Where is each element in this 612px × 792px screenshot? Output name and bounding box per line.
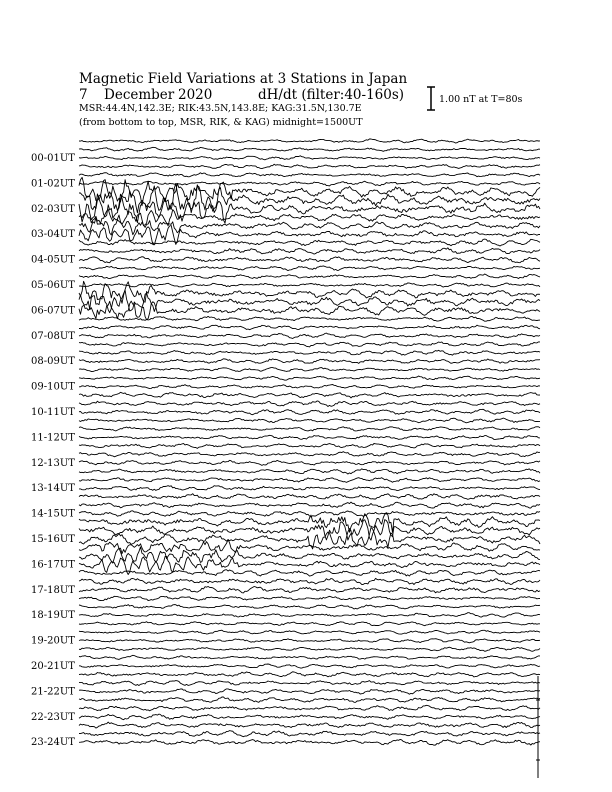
row-label-13-14UT: 13-14UT — [31, 483, 75, 495]
trace-23-24UT-KAG — [79, 722, 540, 728]
trace-spike-end — [536, 676, 540, 778]
row-label-01-02UT: 01-02UT — [31, 178, 75, 190]
trace-01-02UT-RIK — [79, 173, 540, 177]
row-label-00-01UT: 00-01UT — [31, 153, 75, 164]
trace-02-03UT-MSR — [79, 194, 540, 223]
row-label-06-07UT: 06-07UT — [31, 305, 75, 317]
trace-11-12UT-MSR — [79, 435, 540, 439]
row-label-22-23UT: 22-23UT — [31, 711, 75, 723]
trace-17-18UT-MSR — [79, 587, 540, 593]
trace-08-09UT-KAG — [79, 342, 540, 347]
trace-00-01UT-RIK — [79, 147, 540, 151]
trace-05-06UT-KAG — [79, 266, 540, 271]
scale-bar — [427, 87, 435, 110]
trace-12-13UT-RIK — [79, 452, 540, 457]
trace-order-note: (from bottom to top, MSR, RIK, & KAG) midnight=1500UT — [79, 117, 363, 128]
trace-20-21UT-RIK — [79, 655, 540, 659]
scale-bar-label: 1.00 nT at T=80s — [439, 94, 523, 105]
trace-07-08UT-RIK — [79, 325, 540, 330]
trace-22-23UT-RIK — [79, 705, 540, 711]
trace-22-23UT-MSR — [79, 714, 540, 720]
row-label-02-03UT: 02-03UT — [31, 203, 75, 215]
trace-13-14UT-RIK — [79, 478, 540, 483]
trace-10-11UT-RIK — [79, 401, 540, 407]
trace-16-17UT-KAG — [79, 540, 540, 554]
row-label-20-21UT: 20-21UT — [31, 661, 75, 672]
row-label-10-11UT: 10-11UT — [31, 407, 75, 418]
trace-23-24UT-MSR — [79, 739, 540, 745]
row-label-05-06UT: 05-06UT — [31, 280, 75, 291]
date-day: 7 — [79, 87, 88, 103]
trace-10-11UT-KAG — [79, 392, 540, 398]
trace-08-09UT-MSR — [79, 359, 540, 364]
trace-11-12UT-KAG — [79, 418, 540, 423]
row-label-03-04UT: 03-04UT — [31, 229, 75, 241]
trace-04-05UT-RIK — [79, 248, 540, 254]
trace-09-10UT-MSR — [79, 385, 540, 389]
row-label-14-15UT: 14-15UT — [31, 508, 75, 520]
trace-19-20UT-KAG — [79, 622, 540, 626]
row-label-18-19UT: 18-19UT — [31, 610, 75, 622]
row-label-21-22UT: 21-22UT — [31, 686, 75, 698]
trace-20-21UT-KAG — [79, 647, 540, 651]
trace-18-19UT-RIK — [79, 605, 540, 609]
trace-17-18UT-KAG — [79, 570, 540, 576]
trace-05-06UT-MSR — [79, 283, 540, 287]
trace-21-22UT-KAG — [79, 672, 540, 677]
trace-11-12UT-RIK — [79, 427, 540, 431]
trace-14-15UT-MSR — [79, 511, 540, 517]
date-year: 2020 — [178, 87, 213, 103]
row-label-04-05UT: 04-05UT — [31, 254, 75, 266]
trace-01-02UT-KAG — [79, 164, 540, 168]
trace-19-20UT-MSR — [79, 639, 540, 643]
trace-02-03UT-KAG — [79, 177, 540, 205]
trace-13-14UT-KAG — [79, 469, 540, 474]
trace-12-13UT-MSR — [79, 460, 540, 465]
trace-08-09UT-RIK — [79, 350, 540, 355]
trace-09-10UT-KAG — [79, 368, 540, 372]
trace-07-08UT-MSR — [79, 333, 540, 338]
trace-18-19UT-MSR — [79, 613, 540, 617]
trace-00-01UT-KAG — [79, 139, 540, 143]
trace-09-10UT-RIK — [79, 376, 540, 380]
row-label-07-08UT: 07-08UT — [31, 330, 75, 342]
trace-22-23UT-KAG — [79, 697, 540, 702]
trace-04-05UT-MSR — [79, 257, 540, 263]
row-label-15-16UT: 15-16UT — [31, 534, 75, 545]
trace-10-11UT-MSR — [79, 409, 540, 414]
row-label-17-18UT: 17-18UT — [31, 584, 75, 596]
trace-16-17UT-RIK — [79, 547, 540, 563]
trace-14-15UT-KAG — [79, 494, 540, 500]
row-label-16-17UT: 16-17UT — [31, 559, 75, 571]
filter-label: dH/dt (filter:40-160s) — [258, 87, 405, 103]
trace-00-01UT-MSR — [79, 156, 540, 160]
trace-05-06UT-RIK — [79, 274, 540, 279]
row-label-09-10UT: 09-10UT — [31, 381, 75, 393]
trace-12-13UT-KAG — [79, 444, 540, 449]
row-label-11-12UT: 11-12UT — [31, 432, 75, 444]
chart-title: Magnetic Field Variations at 3 Stations in Japan — [79, 71, 408, 87]
trace-19-20UT-RIK — [79, 630, 540, 634]
station-coordinates: MSR:44.4N,142.3E; RIK:43.5N,143.8E; KAG:31.5N,130.7E — [79, 103, 362, 114]
trace-04-05UT-KAG — [79, 239, 540, 246]
trace-17-18UT-RIK — [79, 578, 540, 584]
row-label-12-13UT: 12-13UT — [31, 457, 75, 469]
trace-20-21UT-MSR — [79, 664, 540, 668]
row-label-08-09UT: 08-09UT — [31, 356, 75, 368]
row-label-23-24UT: 23-24UT — [31, 737, 75, 749]
trace-02-03UT-RIK — [79, 183, 540, 212]
trace-23-24UT-RIK — [79, 731, 540, 737]
row-label-19-20UT: 19-20UT — [31, 635, 75, 647]
trace-21-22UT-MSR — [79, 689, 540, 694]
trace-14-15UT-RIK — [79, 502, 540, 508]
trace-13-14UT-MSR — [79, 486, 540, 491]
date-month: December — [104, 87, 175, 103]
trace-21-22UT-RIK — [79, 681, 540, 686]
trace-18-19UT-KAG — [79, 596, 540, 600]
